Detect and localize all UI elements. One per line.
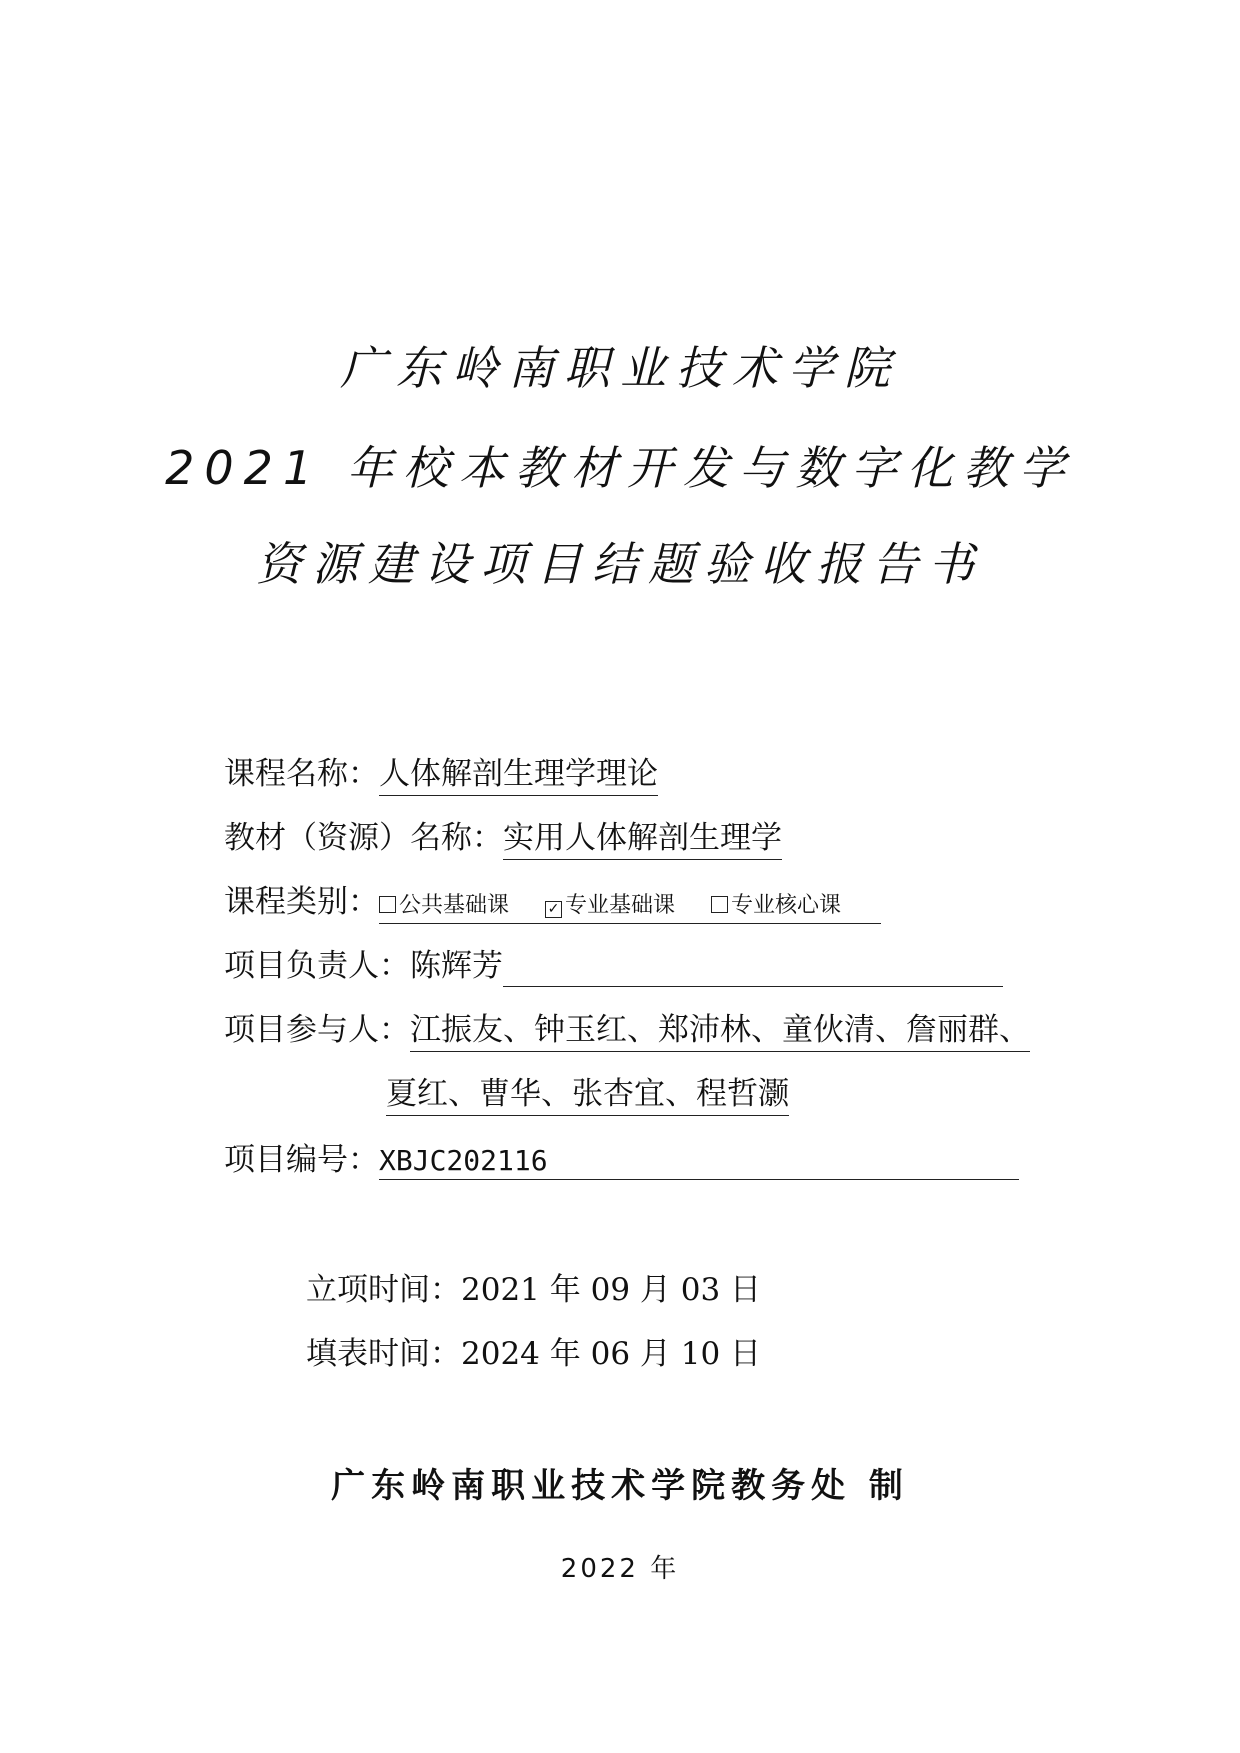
title-line-3: 资源建设项目结题验收报告书	[256, 537, 984, 591]
fill-line	[503, 956, 1003, 987]
start-date-field	[306, 1264, 761, 1309]
project-leader-value: 陈辉芳	[410, 948, 503, 984]
project-number-field	[224, 1134, 1019, 1180]
course-category-field	[224, 876, 881, 924]
category-option-public-basic: 公共基础课	[379, 888, 509, 919]
course-name-field	[224, 748, 658, 796]
project-members-line-2: 夏红、曹华、张杏宜、程哲灏	[386, 1068, 789, 1116]
fill-date-field	[306, 1328, 761, 1373]
material-name-field	[224, 812, 782, 860]
issuing-organization: 广东岭南职业技术学院教务处 制	[331, 1466, 909, 1506]
project-members-continuation	[386, 1068, 789, 1116]
course-name-value: 人体解剖生理学理论	[379, 748, 658, 796]
fill-date-value: 2024 年 06 月 10 日	[461, 1336, 762, 1372]
category-option-major-basic: ✓ 专业基础课	[545, 888, 675, 919]
project-members-line-1: 江振友、钟玉红、郑沛林、童伙清、詹丽群、	[410, 1004, 1030, 1052]
project-number-value: XBJC202116	[379, 1144, 1019, 1180]
start-date-label: 立项时间：	[306, 1272, 461, 1308]
project-members-field	[224, 1004, 1030, 1052]
title-line-2: 2021 年校本教材开发与数字化教学	[165, 441, 1075, 495]
project-number-label: 项目编号：	[224, 1142, 379, 1178]
fill-date-label: 填表时间：	[306, 1336, 461, 1372]
category-options	[379, 888, 881, 924]
course-name-label: 课程名称：	[224, 756, 379, 792]
project-members-label: 项目参与人：	[224, 1012, 410, 1048]
checkbox-icon	[711, 896, 728, 913]
category-option-major-core: 专业核心课	[711, 888, 841, 919]
title-line-1: 广东岭南职业技术学院	[340, 341, 900, 395]
issue-year: 2022 年	[560, 1554, 680, 1584]
material-name-value: 实用人体解剖生理学	[503, 812, 782, 860]
material-name-label: 教材（资源）名称：	[224, 820, 503, 856]
checkbox-checked-icon: ✓	[545, 901, 562, 918]
project-leader-field	[224, 940, 1003, 987]
start-date-value: 2021 年 09 月 03 日	[461, 1272, 762, 1308]
checkbox-icon	[379, 896, 396, 913]
course-category-label: 课程类别：	[224, 884, 379, 920]
project-leader-label: 项目负责人：	[224, 948, 410, 984]
